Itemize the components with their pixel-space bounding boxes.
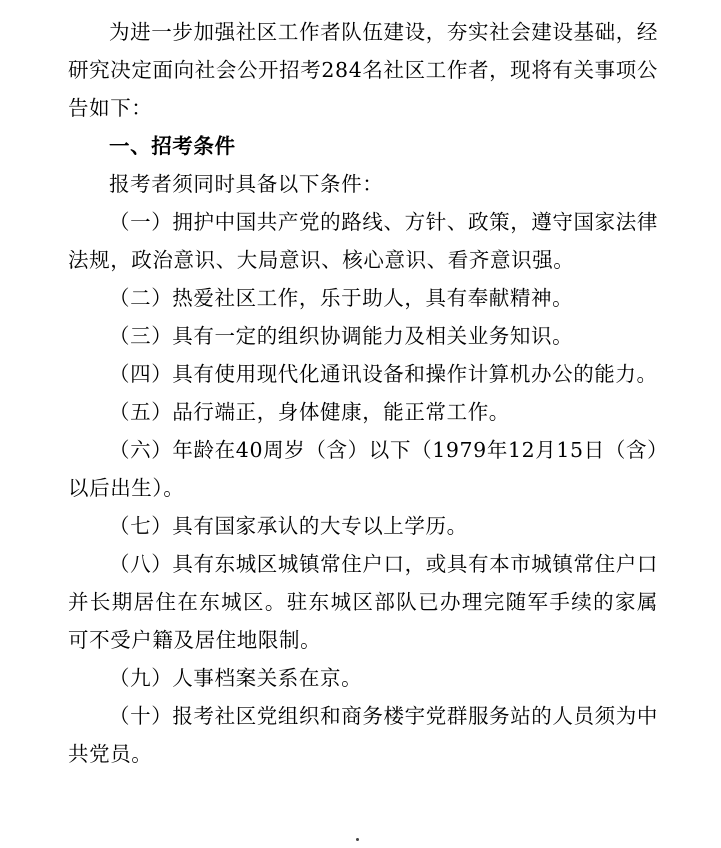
condition-item: （三）具有一定的组织协调能力及相关业务知识。 [109,324,574,348]
condition-item: （七）具有国家承认的大专以上学历。 [109,514,468,538]
page-mark [356,838,359,841]
condition-item: （十）报考社区党组织和商务楼宇党群服务站的人员须为中共党员。 [68,704,658,766]
condition-item: （二）热爱社区工作，乐于助人，具有奉献精神。 [109,286,574,310]
condition-item: （五）品行端正，身体健康，能正常工作。 [109,400,510,424]
condition-item: （四）具有使用现代化通讯设备和操作计算机办公的能力。 [109,362,658,386]
condition-item: （一）拥护中国共产党的路线、方针、政策，遵守国家法律法规，政治意识、大局意识、核心意识、看齐意识强。 [68,210,658,272]
lead-paragraph: 报考者须同时具备以下条件： [109,172,384,196]
intro-paragraph: 为进一步加强社区工作者队伍建设，夯实社会建设基础，经研究决定面向社会公开招考284名社区工作者，现将有关事项公告如下： [68,20,658,120]
condition-item: （九）人事档案关系在京。 [109,666,363,690]
condition-item: （八）具有东城区城镇常住户口，或具有本市城镇常住户口并长期居住在东城区。驻东城区部队已办理完随军手续的家属可不受户籍及居住地限制。 [68,552,658,652]
section-heading: 一、招考条件 [109,134,236,158]
condition-item: （六）年龄在40周岁（含）以下（1979年12月15日（含）以后出生）。 [68,438,658,500]
